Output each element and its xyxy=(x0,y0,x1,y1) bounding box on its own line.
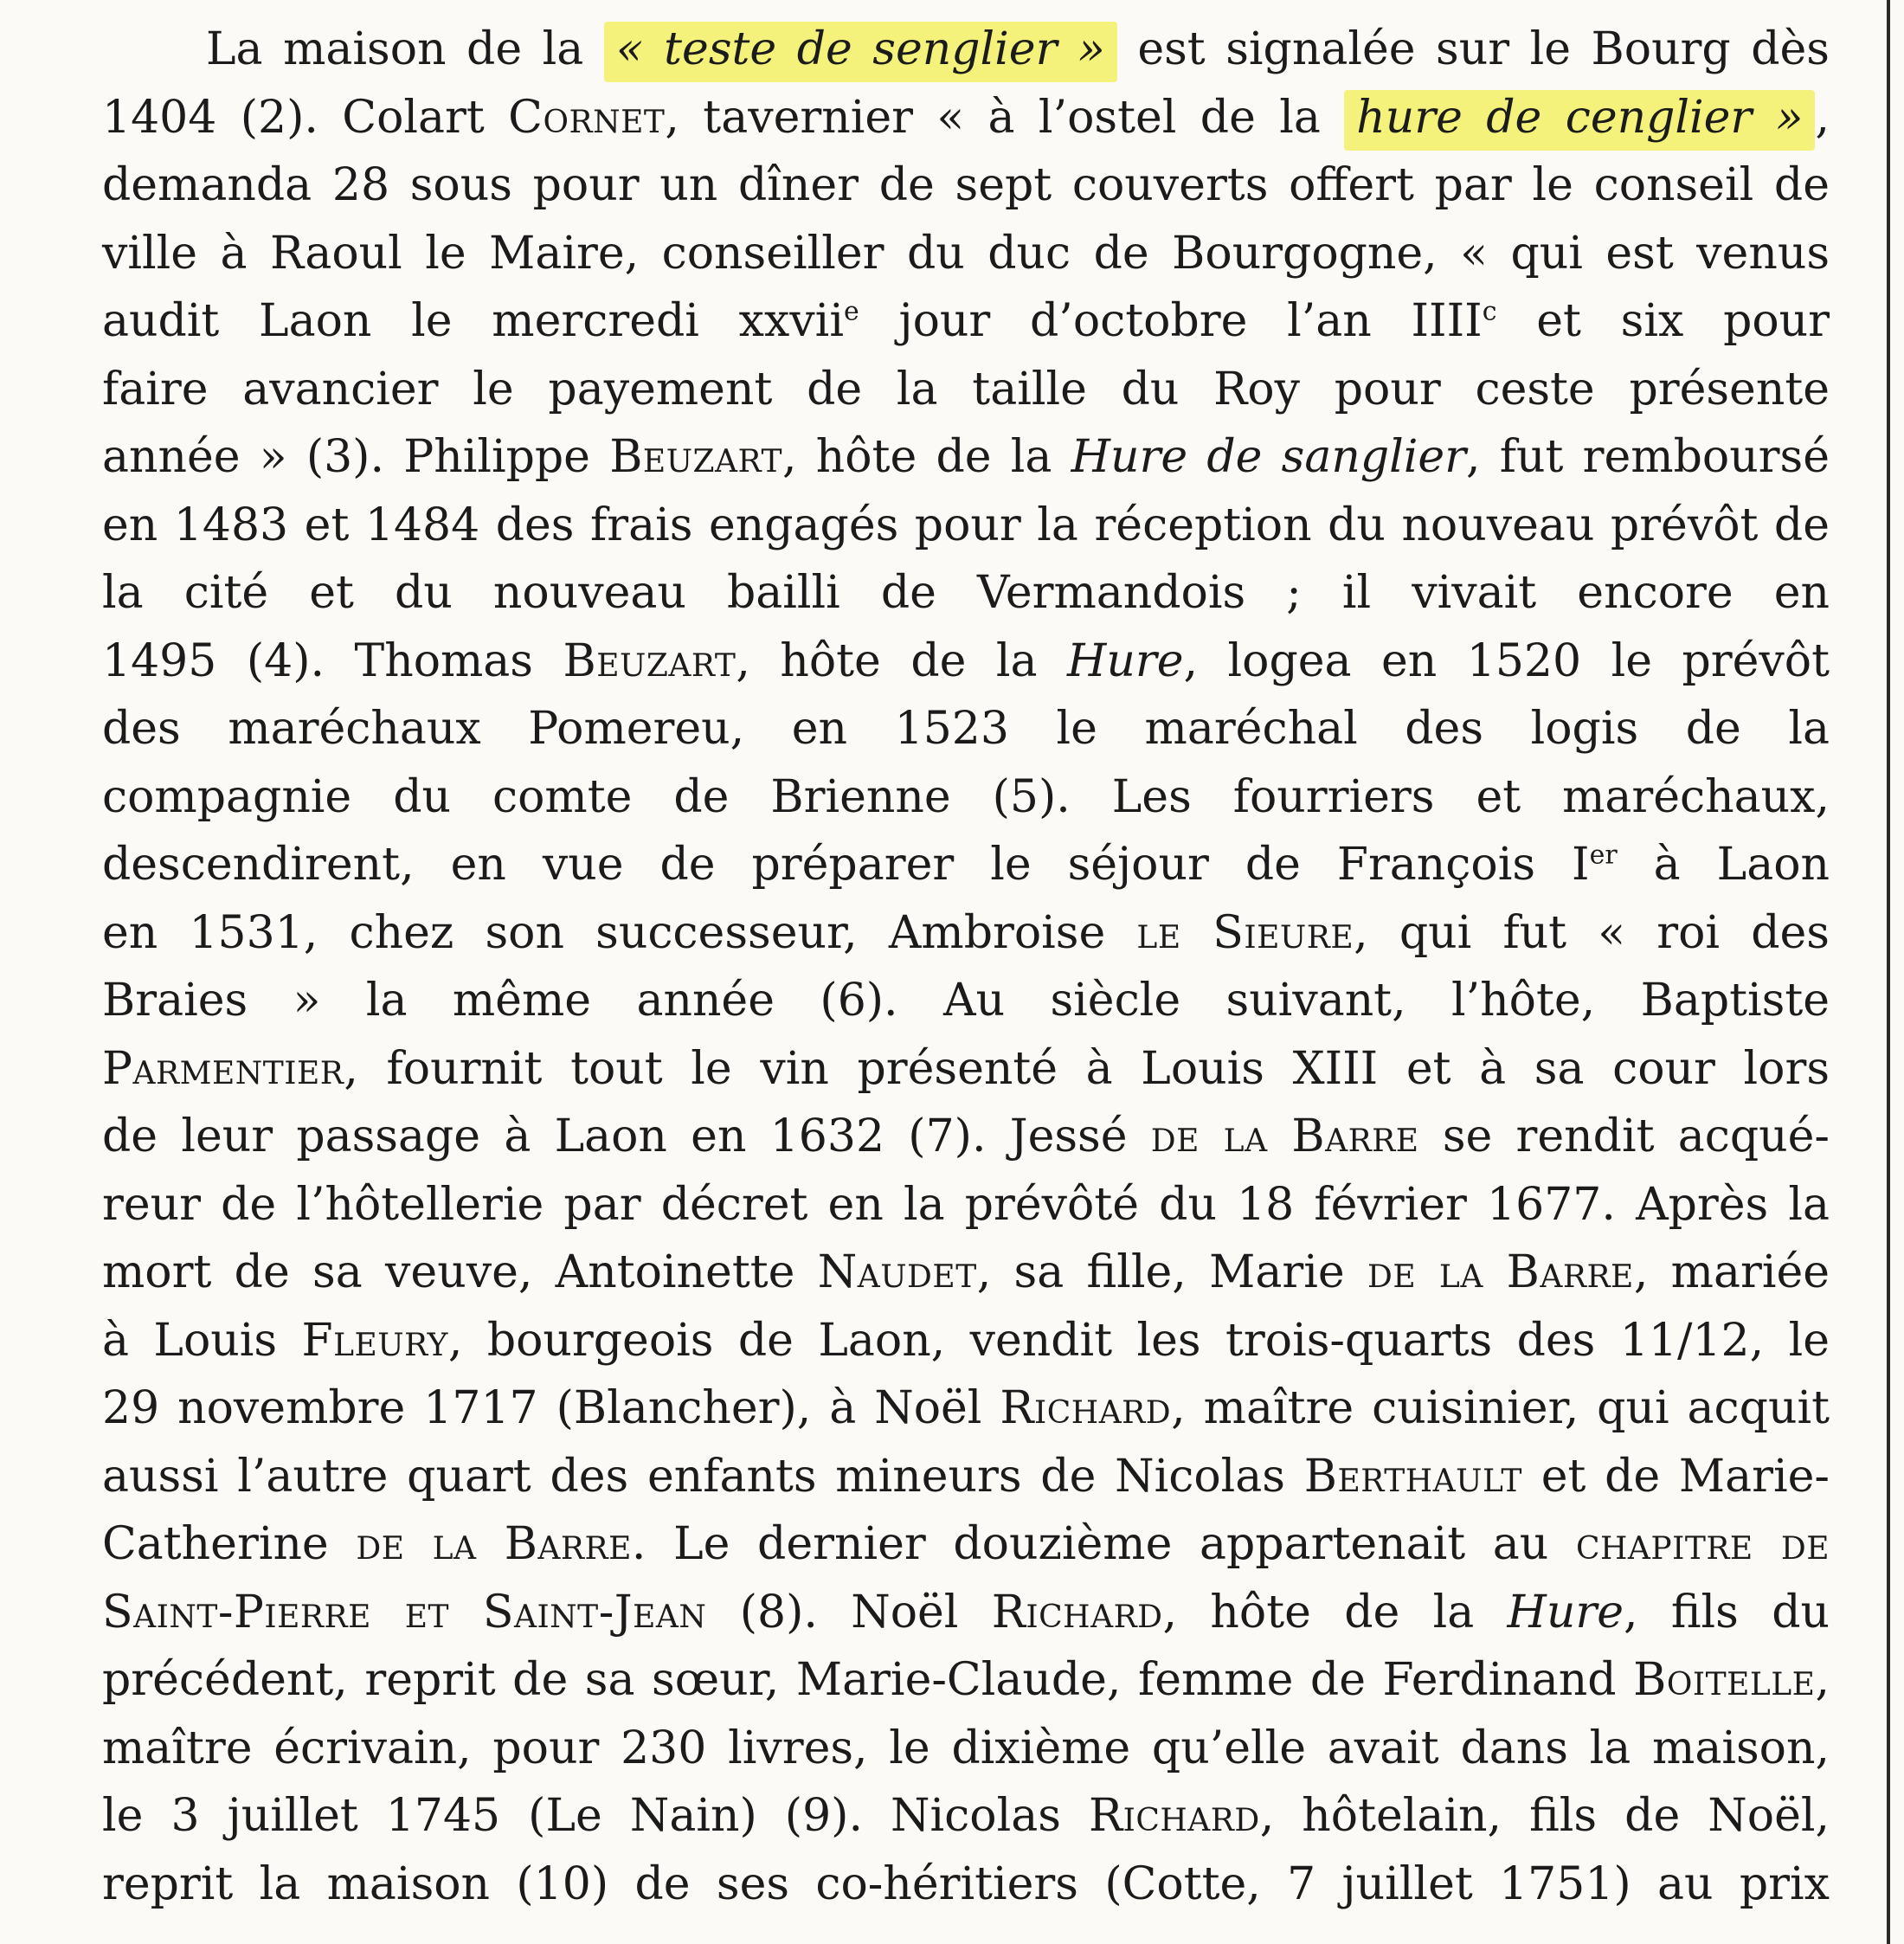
text-run: et six pour xyxy=(1496,295,1830,347)
small-caps-name: de la Barre xyxy=(1367,1246,1634,1298)
text-run: c xyxy=(1482,296,1497,327)
text-line xyxy=(102,423,1830,492)
text-run: , qui fut « roi des xyxy=(1354,906,1830,959)
text-run: demanda 28 sous pour un dîner de sept couverts offert par le conseil de xyxy=(102,159,1830,211)
small-caps-name: chapitre de xyxy=(1575,1518,1830,1570)
text-run: 29 novembre 1717 (Blancher), à Noël xyxy=(102,1382,1000,1434)
text-run: , xyxy=(1815,91,1830,144)
text-line xyxy=(102,151,1830,220)
text-line xyxy=(102,1443,1830,1511)
text-run: ville à Raoul le Maire, conseiller du duc de Bourgogne, « qui est venus xyxy=(102,227,1830,280)
text-run: , hôtelain, fils de Noël, xyxy=(1259,1790,1830,1842)
text-run: (8). Noël xyxy=(706,1586,992,1638)
text-line xyxy=(102,1851,1830,1919)
text-run: reprit la maison (10) de ses co-héritiers (Cotte, 7 juillet 1751) au prix xyxy=(102,1857,1830,1910)
text-run: er xyxy=(1589,840,1618,871)
text-run: , sa fille, Marie xyxy=(976,1246,1367,1298)
small-caps-name: Richard xyxy=(991,1586,1163,1638)
text-line xyxy=(102,356,1830,424)
text-run: le 3 juillet 1745 (Le Nain) (9). Nicolas xyxy=(102,1790,1089,1842)
text-line xyxy=(102,967,1830,1035)
text-line xyxy=(102,1646,1830,1715)
text-run: compagnie du comte de Brienne (5). Les fourriers et maréchaux, xyxy=(102,770,1830,823)
text-run: , fut remboursé xyxy=(1466,431,1830,483)
text-run: précédent, reprit de sa sœur, Marie-Claude, femme de Ferdinand xyxy=(102,1654,1634,1706)
small-caps-name: Richard xyxy=(1000,1382,1172,1434)
text-run: , fils du xyxy=(1624,1586,1830,1638)
text-run: , hôte de la xyxy=(1162,1586,1508,1638)
text-line xyxy=(102,695,1830,763)
small-caps-name: Cornet xyxy=(508,91,666,144)
highlighted-phrase: « teste de senglier » xyxy=(604,22,1117,82)
italic-phrase: Hure de sanglier xyxy=(1071,431,1467,483)
text-line xyxy=(102,831,1830,899)
text-run: , hôte de la xyxy=(782,431,1071,483)
small-caps-name: de la Barre xyxy=(356,1518,632,1570)
text-run: Braies » la même année (6). Au siècle suivant, l’hôte, Baptiste xyxy=(102,975,1830,1027)
text-run: aussi l’autre quart des enfants mineurs de Nicolas xyxy=(102,1450,1304,1503)
text-line xyxy=(102,1782,1830,1851)
text-line xyxy=(102,1171,1830,1239)
text-run: se rendit acqué- xyxy=(1418,1110,1830,1162)
highlighted-phrase: hure de cenglier » xyxy=(1344,90,1815,151)
text-line xyxy=(102,1307,1830,1375)
page-edge-rule xyxy=(1887,0,1890,1944)
text-run: , hôte de la xyxy=(736,634,1068,687)
text-run: , mariée xyxy=(1633,1246,1830,1298)
small-caps-name: Berthault xyxy=(1303,1450,1522,1503)
text-run: descendirent, en vue de préparer le séjour de François I xyxy=(102,839,1590,891)
text-run: faire avancier le payement de la taille du Roy pour ceste présente xyxy=(102,363,1830,415)
text-line xyxy=(102,287,1830,356)
text-line xyxy=(102,220,1830,288)
text-line xyxy=(102,899,1830,968)
text-run: en 1483 et 1484 des frais engagés pour la réception du nouveau prévôt de xyxy=(102,499,1830,551)
text-run: est signalée sur le Bourg dès xyxy=(1116,23,1830,75)
text-run: Catherine xyxy=(102,1518,357,1570)
text-run: à Louis xyxy=(102,1314,302,1367)
text-run: , xyxy=(1815,1654,1830,1706)
text-run: en 1531, chez son successeur, Ambroise xyxy=(102,906,1137,959)
text-line xyxy=(102,763,1830,832)
small-caps-name: Fleury xyxy=(301,1314,448,1367)
text-run: 1404 (2). Colart xyxy=(102,91,509,144)
text-line xyxy=(102,1103,1830,1171)
italic-phrase: Hure xyxy=(1067,634,1184,687)
text-run: des maréchaux Pomereu, en 1523 le maréchal des logis de la xyxy=(102,703,1830,755)
small-caps-name: Saint-Pierre et Saint-Jean xyxy=(102,1586,707,1638)
text-line xyxy=(102,1239,1830,1307)
small-caps-name: de la Barre xyxy=(1150,1110,1419,1162)
text-line xyxy=(102,1510,1830,1579)
small-caps-name: Boitelle xyxy=(1633,1654,1816,1706)
text-line xyxy=(102,559,1830,628)
text-run: , maître cuisinier, qui acquit xyxy=(1171,1382,1830,1434)
text-line xyxy=(102,16,1830,84)
small-caps-name: Beuzart xyxy=(609,431,783,483)
text-line xyxy=(102,1035,1830,1104)
text-run: 1495 (4). Thomas xyxy=(102,634,563,687)
text-run: à Laon xyxy=(1617,839,1830,891)
text-run: jour d’octobre l’an IIII xyxy=(859,295,1483,347)
text-line xyxy=(102,1579,1830,1647)
text-line xyxy=(102,1374,1830,1443)
text-run: reur de l’hôtellerie par décret en la prévôté du 18 février 1677. Après la xyxy=(102,1178,1830,1231)
small-caps-name: Naudet xyxy=(817,1246,977,1298)
paragraph-body xyxy=(102,16,1830,1918)
text-run: audit Laon le mercredi xxvii xyxy=(102,295,844,347)
text-run: de leur passage à Laon en 1632 (7). Jessé xyxy=(102,1110,1151,1162)
small-caps-name: Beuzart xyxy=(563,634,737,687)
italic-phrase: Hure xyxy=(1507,1586,1624,1638)
text-line xyxy=(102,492,1830,560)
text-line xyxy=(102,628,1830,696)
text-run: et de Marie- xyxy=(1521,1450,1830,1503)
text-run: maître écrivain, pour 230 livres, le dixième qu’elle avait dans la maison, xyxy=(102,1722,1830,1774)
text-run: mort de sa veuve, Antoinette xyxy=(102,1246,818,1298)
text-run: La maison de la xyxy=(206,23,604,75)
text-run: . Le dernier douzième appartenait au xyxy=(631,1518,1576,1570)
text-line xyxy=(102,84,1830,152)
text-run: e xyxy=(843,296,859,327)
small-caps-name: Richard xyxy=(1088,1790,1260,1842)
text-line xyxy=(102,1715,1830,1783)
small-caps-name: le Sieure xyxy=(1136,906,1354,959)
text-run: la cité et du nouveau bailli de Vermandois ; il vivait encore en xyxy=(102,567,1830,619)
small-caps-name: Parmentier xyxy=(102,1042,344,1095)
text-run: année » (3). Philippe xyxy=(102,431,610,483)
text-run: , bourgeois de Laon, vendit les trois-quarts des 11/12, le xyxy=(447,1314,1830,1367)
text-run: , fournit tout le vin présenté à Louis XIII et à sa cour lors xyxy=(344,1042,1830,1095)
text-run: , tavernier « à l’ostel de la xyxy=(665,91,1345,144)
text-run: , logea en 1520 le prévôt xyxy=(1183,634,1830,687)
